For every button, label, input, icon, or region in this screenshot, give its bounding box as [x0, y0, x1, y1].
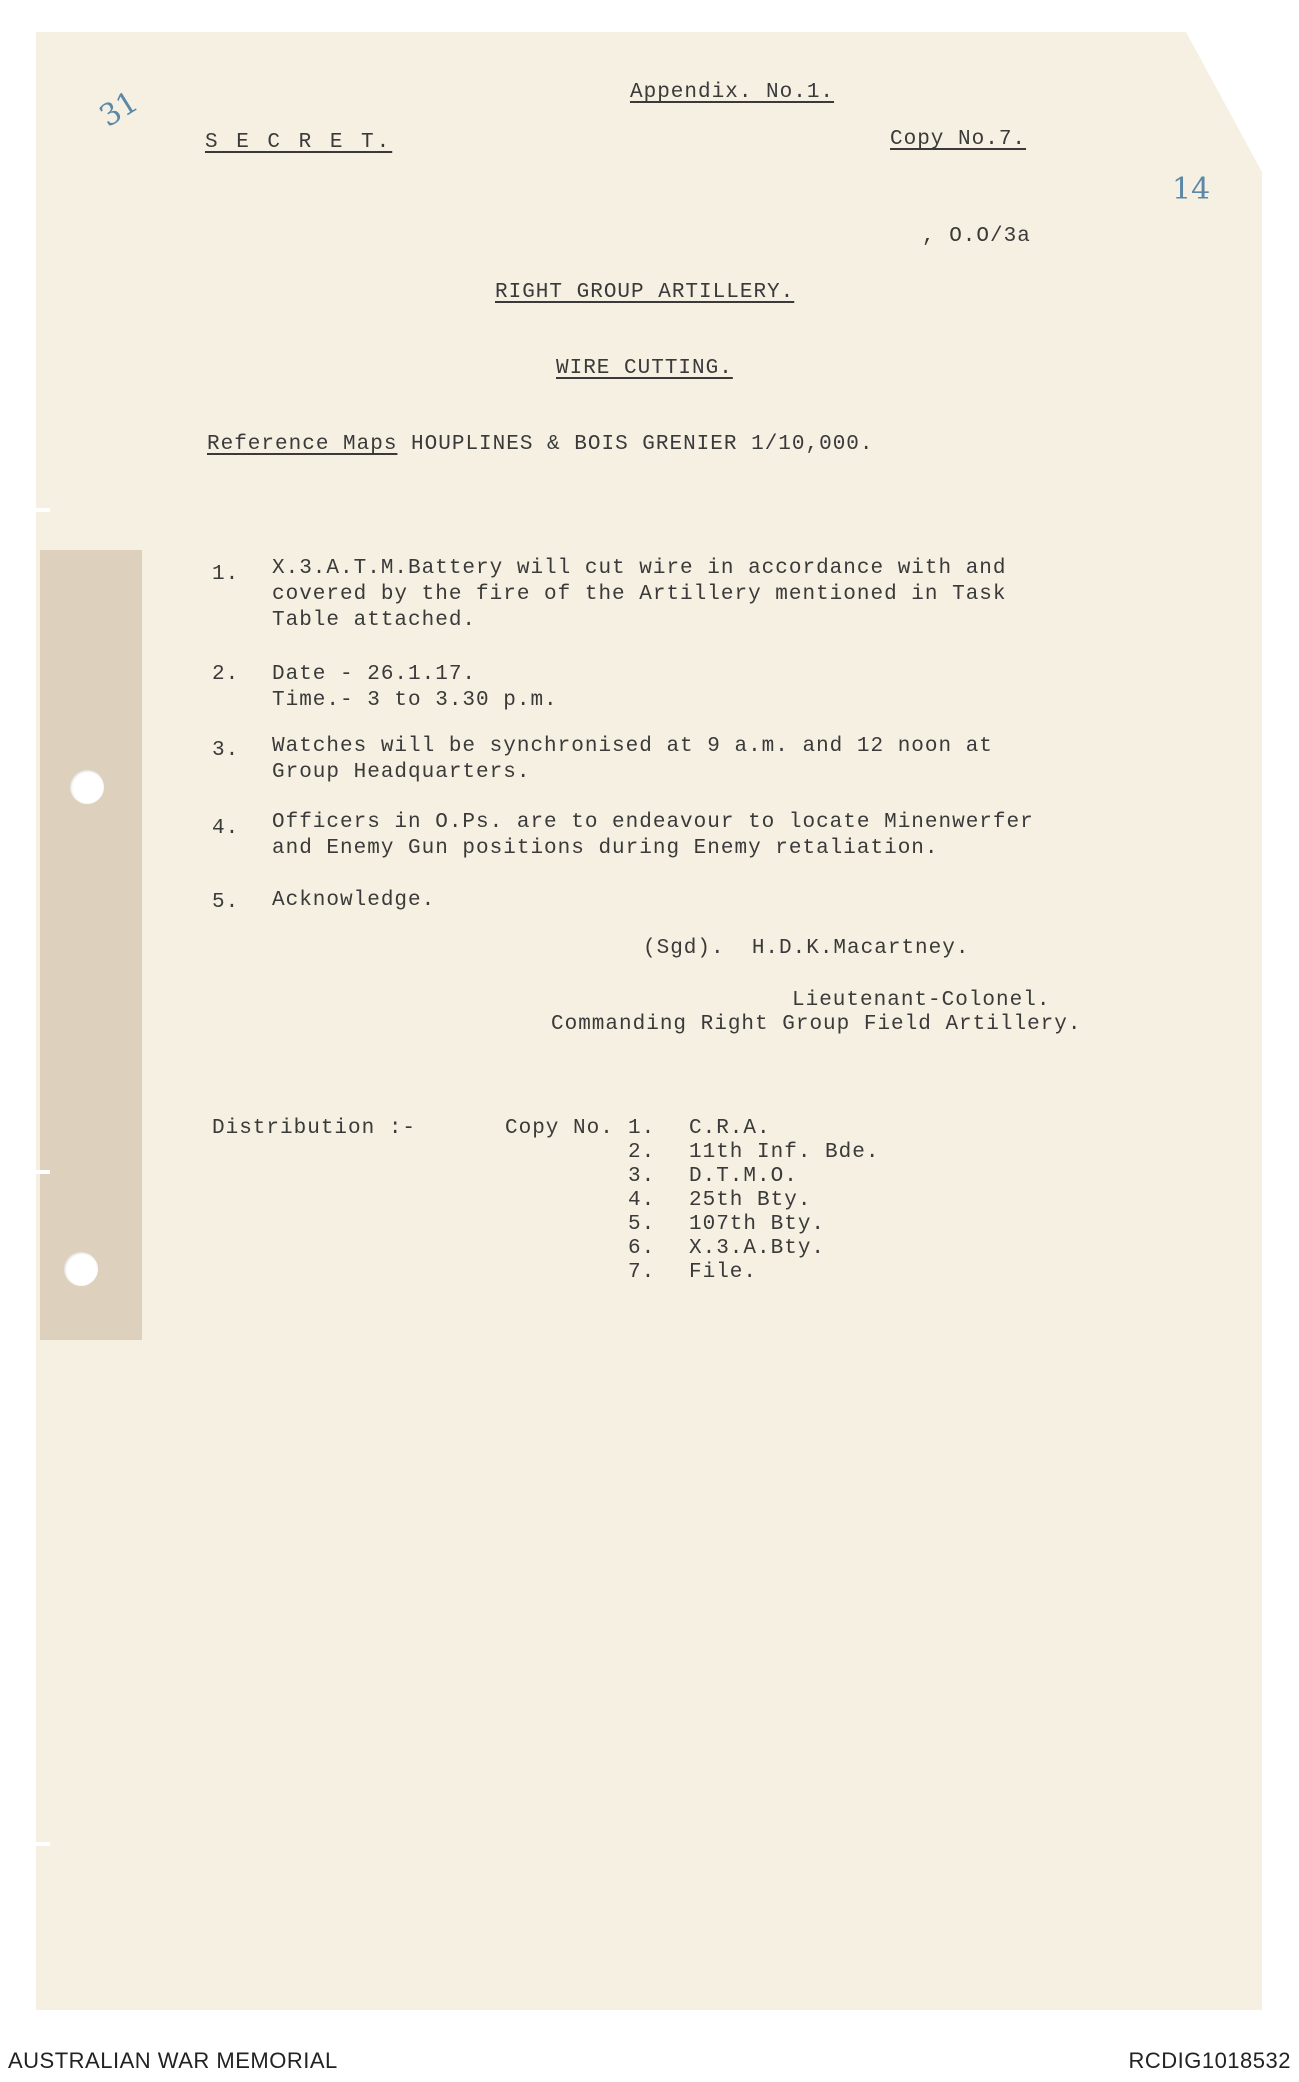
distribution-recipient: D.T.M.O.	[689, 1165, 798, 1188]
reference-value: HOUPLINES & BOIS GRENIER 1/10,000.	[397, 433, 874, 456]
distribution-recipient: File.	[689, 1261, 758, 1284]
document-title: RIGHT GROUP ARTILLERY.	[495, 281, 795, 304]
distribution-number: 4.	[628, 1189, 656, 1212]
reference-line	[207, 432, 874, 458]
distribution-number: 1.	[628, 1117, 656, 1140]
item-1-line: X.3.A.T.M.Battery will cut wire in accordance with and	[272, 557, 1007, 580]
item-number: 2.	[212, 663, 240, 686]
distribution-number: 7.	[628, 1261, 656, 1284]
edge-tear	[36, 508, 50, 512]
item-5-line: Acknowledge.	[272, 889, 436, 912]
edge-tear	[36, 1170, 50, 1174]
folio-number: 31	[93, 84, 145, 135]
distribution-recipient: 107th Bty.	[689, 1213, 826, 1236]
signatory-role: Commanding Right Group Field Artillery.	[551, 1013, 1082, 1036]
distribution-recipient: C.R.A.	[689, 1117, 771, 1140]
distribution-label: Distribution :-	[212, 1117, 417, 1140]
item-4-line: Officers in O.Ps. are to endeavour to locate Minenwerfer	[272, 811, 1034, 834]
distribution-number: 3.	[628, 1165, 656, 1188]
footer-record-id: RCDIG1018532	[1128, 2048, 1291, 2073]
item-number: 1.	[212, 563, 240, 586]
punch-hole-bottom	[64, 1252, 98, 1286]
distribution-number: 2.	[628, 1141, 656, 1164]
appendix-heading: Appendix. No.1.	[630, 81, 835, 104]
item-3-line: Watches will be synchronised at 9 a.m. and 12 noon at	[272, 735, 993, 758]
item-3-line: Group Headquarters.	[272, 761, 531, 784]
distribution-number: 6.	[628, 1237, 656, 1260]
copy-label: Copy No.	[505, 1117, 614, 1140]
distribution-recipient: 11th Inf. Bde.	[689, 1141, 880, 1164]
footer-institution: AUSTRALIAN WAR MEMORIAL	[8, 2048, 338, 2073]
copy-number: Copy No.7.	[890, 128, 1027, 151]
item-number: 3.	[212, 739, 240, 762]
distribution-number: 5.	[628, 1213, 656, 1236]
punch-hole-top	[70, 770, 104, 804]
item-number: 5.	[212, 891, 240, 914]
item-1-line: covered by the fire of the Artillery mentioned in Task	[272, 583, 1007, 606]
item-number: 4.	[212, 817, 240, 840]
file-reference: , O.O/3a	[922, 225, 1031, 248]
item-2-line: Time.- 3 to 3.30 p.m.	[272, 689, 558, 712]
distribution-recipient: X.3.A.Bty.	[689, 1237, 826, 1260]
reference-label: Reference Maps	[207, 433, 398, 456]
page-number: 14	[1172, 172, 1211, 207]
item-4-line: and Enemy Gun positions during Enemy retaliation.	[272, 837, 939, 860]
secret-marking: S E C R E T.	[205, 131, 393, 154]
binding-strip	[40, 550, 142, 1340]
document-subtitle: WIRE CUTTING.	[556, 357, 733, 380]
item-2-line: Date - 26.1.17.	[272, 663, 477, 686]
item-1-line: Table attached.	[272, 609, 477, 632]
signature-line: (Sgd). H.D.K.Macartney.	[643, 937, 970, 960]
distribution-recipient: 25th Bty.	[689, 1189, 812, 1212]
signatory-rank: Lieutenant-Colonel.	[792, 989, 1051, 1012]
edge-tear	[36, 1842, 50, 1846]
